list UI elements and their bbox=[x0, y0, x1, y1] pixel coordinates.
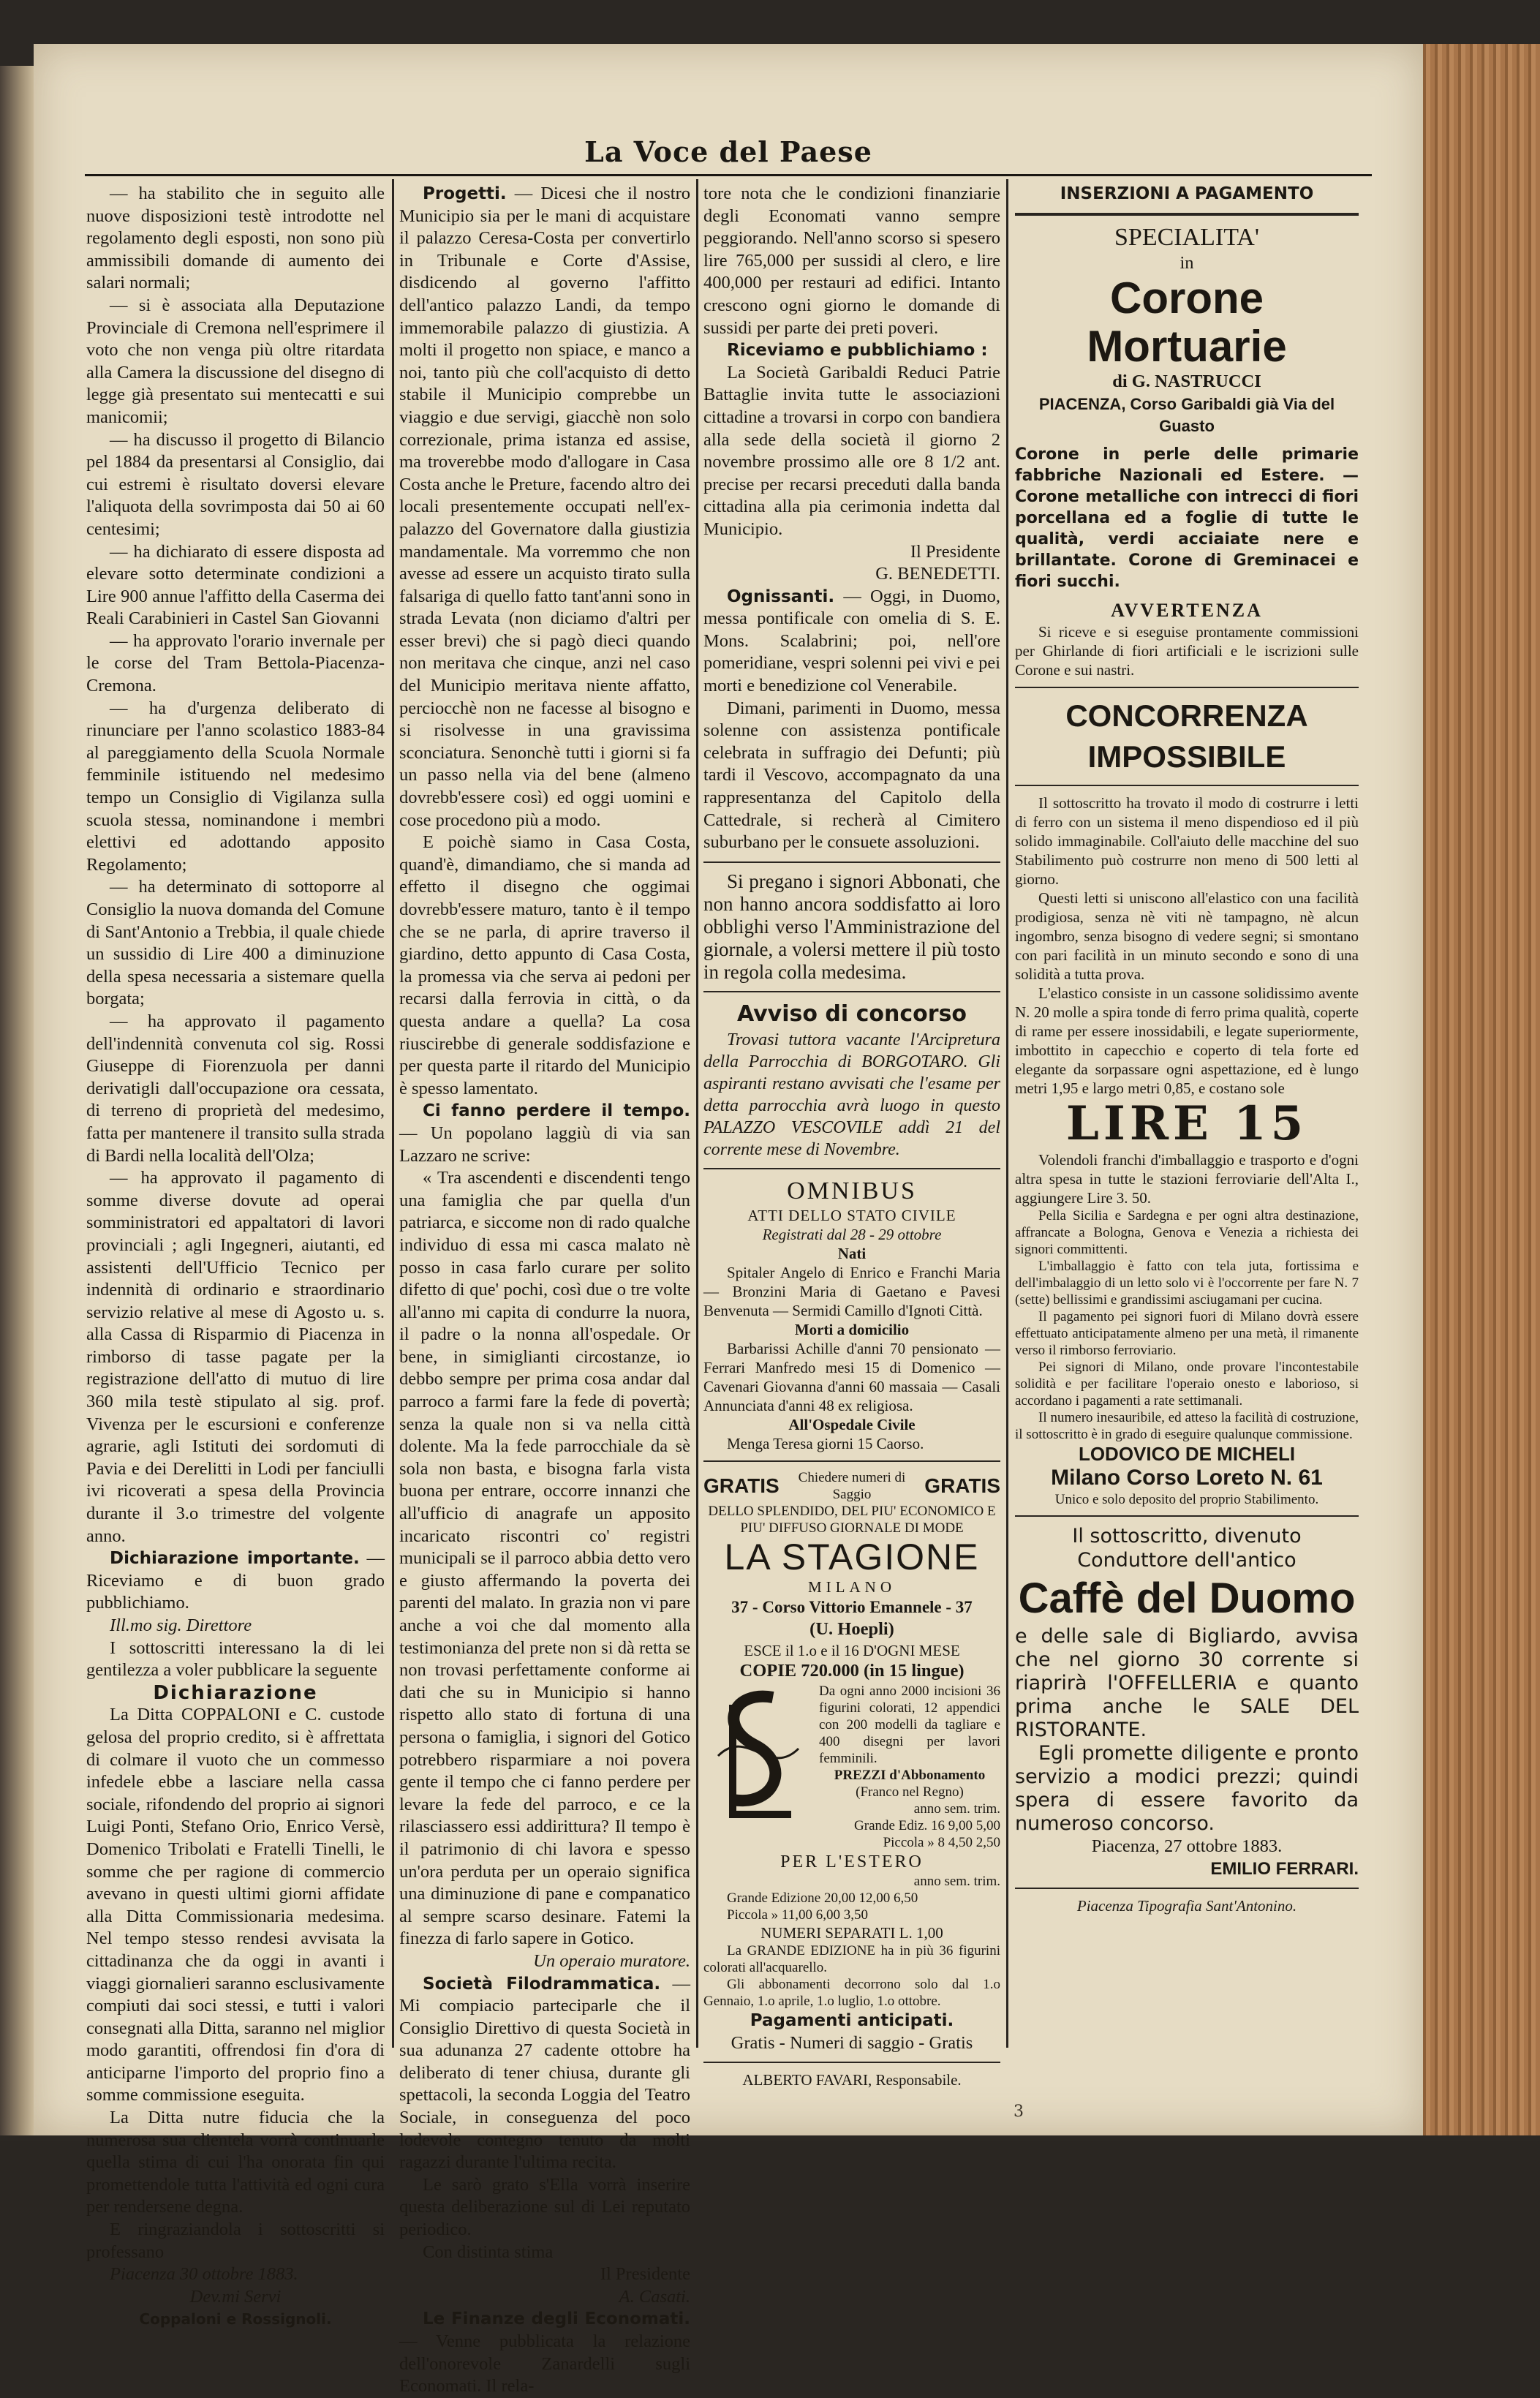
c2-p4: « Tra ascendenti e discendenti tengo una famiglia che par quella d'un patriarca, e siccome non di rado qualche individuo di essa mi casca malato nè posso in casa farlo curare per solito difetto di que' pochi, così due o tre volte all'anno mi capita di condurre la nuora, il padre o la nonna all'ospedale. Or bene, in simiglianti circostanze, io debbo sempre per prima cosa andar dal parroco a farmi fare la fede di povertà; senza la quale non si va nella città dolente. Ma la fede parrocchiale da sè sola non basta, e bisogna farla vista buona per entrare, occorre innanzi che all'ufficio di anagrafe un apposito incaricato riscontri co' registri municipali se il parroco abbia detto vero e giusto affermando la poverta dei parenti del malato. In grazia non vi pare anche a voi che dal momento alla testimonianza del prete non si dà retta se non trovasi perfettamente conforme ai dati che su in Municipio si hanno rispetto allo stato di fortuna di una persona o famiglia, i signori del Gotico potrebbero risparmiare a noi povera gente il tempo che ci fanno perdere per levare la fede del parroco, e ce la rilasciassero essi addirittura? Il tempo è il patrimonio di chi lavora e spesso un'ora perduta per un operaio significa una diminuzione di pane e companatico al sempre scarso desinare. Fatemi la finezza di farlo sapere in Gotico. bbox=[399, 1168, 690, 1949]
c2-p4sig: Un operaio muratore. bbox=[533, 1950, 690, 1971]
page-number: 3 bbox=[1014, 2103, 1024, 2121]
c3-t1: Riceviamo e pubblichiamo : bbox=[727, 341, 988, 361]
column-3 bbox=[703, 183, 1001, 2089]
c3-sep bbox=[703, 2062, 1000, 2063]
c3-grande-row2: Grande Edizione 20,00 12,00 6,50 bbox=[727, 1890, 918, 1907]
c4-small4: Pei signori di Milano, onde provare l'incontestabile solidità e per facilitare l'operaio onesto e laborioso, si accordano i pagamenti a rate settimanali. bbox=[1015, 1359, 1359, 1409]
c3-grande-row: Grande Ediz. 16 9,00 5,00 bbox=[854, 1817, 1000, 1833]
c4-small5: Il numero inesauribile, ed atteso la facilità di costruzione, il sottoscritto è in grado di eseguire qualunque commissione. bbox=[1015, 1409, 1359, 1442]
c2-pres: Il Presidente bbox=[600, 2264, 690, 2285]
column-divider bbox=[1006, 179, 1008, 2048]
c2-t2: Ci fanno perdere il tempo. bbox=[423, 1101, 690, 1121]
c3-daogni: Da ogni anno 2000 incisioni 36 figurini colorati, 12 appendici con 200 modelli da tagliare e 400 disegni per lavori femminili. bbox=[819, 1683, 1000, 1766]
c4-conc1: Il sottoscritto ha trovato il modo di costrurre i letti di ferro con un sistema il meno dispendioso ed il più solido immaginabile. Coll'aiuto delle macchine del suo Stabilimento può costrurre non meno di 500 letti al giorno. bbox=[1015, 793, 1359, 888]
c2-t3: Società Filodrammatica. bbox=[423, 1974, 661, 1994]
c4-avv-text: Si riceve e si eseguise prontamente commissioni per Ghirlande di fiori artificiali e le iscrizioni sulle Corone e sui nastri. bbox=[1015, 622, 1359, 679]
c3-atti: ATTI DELLO STATO CIVILE bbox=[747, 1206, 956, 1224]
dich-salute: Ill.mo sig. Direttore bbox=[110, 1615, 252, 1635]
c3-sep bbox=[703, 861, 1000, 863]
c2-progetti bbox=[399, 183, 690, 832]
c3-pres: Il Presidente bbox=[910, 541, 1000, 562]
c3-franco: (Franco nel Regno) bbox=[856, 1784, 964, 1800]
c4-small3: Il pagamento pei signori fuori di Milano dovrà essere effettuato anticipatamente almeno per una metà, il rimanente verso il rimborso ferroviario. bbox=[1015, 1308, 1359, 1358]
stagione-monogram-icon bbox=[703, 1683, 813, 1829]
column-4 bbox=[1015, 183, 1359, 2051]
c3-avviso-title: Avviso di concorso bbox=[736, 1000, 967, 1027]
c3-nati-h: Nati bbox=[837, 1244, 867, 1262]
dich2-para: La Ditta COPPALONI e C. custode gelosa del proprio credito, si è affrettata di colmare il vuoto che un commesso infedele ebbe a lasciare nella cassa sociale, rifondendo del proprio ai signori Luigi Ponti, Stefano Orio, Enrico Versè, Domenico Tribolati e Fratelli Tinelli, le somme che per ragione di commercio avevano in questi ultimi giorni affidate alla Ditta Commissionaria medesima. Nel tempo stesso rendesi avvisata la cittadinanza che da oggi in avanti i viaggi giornalieri saranno esclusivamente compiuti dai soci stessi, e tutti i valori consegnati alla Ditta, saranno nel miglior modo garantiti, offrendosi fin d'ora di anticiparne l'importo del proprio fino a somme commissione eseguita. bbox=[86, 1705, 385, 2105]
c2-p7: Con distinta stima bbox=[423, 2241, 554, 2262]
c3-p3: — Oggi, in Duomo, messa pontificale con omelia di S. E. Mons. Scalabrini; poi, nell'ore pomeridiane, vespri solenni pei vivi e pei morti e benedizione col Venerabile. bbox=[703, 586, 1001, 696]
c3-gratis-left: GRATIS bbox=[703, 1474, 780, 1497]
c3-price-head2: anno sem. trim. bbox=[913, 1874, 1000, 1890]
c4-in: in bbox=[1179, 252, 1194, 273]
c3-registrati: Registrati dal 28 - 29 ottobre bbox=[762, 1225, 942, 1243]
masthead: La Voce del Paese bbox=[584, 135, 872, 168]
c3-copie: COPIE 720.000 (in 15 lingue) bbox=[739, 1661, 965, 1681]
c3-piccola-row2: Piccola » 11,00 6,00 3,50 bbox=[727, 1907, 868, 1923]
c2-p8: — Venne pubblicata la relazione dell'onorevole Zanardelli sugli Economati. Il rela- bbox=[399, 2331, 690, 2397]
c3-p2: La Società Garibaldi Reduci Patrie Battaglie invita tutte le associazioni cittadine a trovarsi in corpo con bandiera alla sede della società il giorno 2 novembre prossimo alle ore 8 1/2 ant. precise per recarsi preceduti dalla banda cittadina alla pia cerimonia indetta dal Municipio. bbox=[703, 362, 1000, 539]
c2-p6: Le sarò grato s'Ella vorrà inserire questa deliberazione sul di Lei reputato periodico. bbox=[399, 2174, 690, 2240]
c4-sep bbox=[1015, 1888, 1359, 1889]
c1-date: Piacenza 30 ottobre 1883. bbox=[110, 2264, 298, 2285]
book-right-edge bbox=[1419, 44, 1540, 2135]
c3-piccola-row: Piccola » 8 4,50 2,50 bbox=[883, 1834, 1000, 1850]
c2-p3: — Un popolano laggiù di via san Lazzaro ne scrive: bbox=[399, 1123, 690, 1166]
column-divider bbox=[696, 179, 698, 2048]
c1-para: — ha approvato l'orario invernale per le corse del Tram Bettola-Piacenza-Cremona. bbox=[86, 630, 385, 696]
c3-p1: tore nota che le condizioni finanziarie degli Economati vanno sempre peggiorando. Nell'anno scorso si spesero lire 765,000 per sussidi al clero, e lire 400,000 per restauri ad edifici. Intanto crescono ogni giorno le domande di sussidi per parte dei preti poveri. bbox=[703, 184, 1000, 338]
c4-conc3: L'elastico consiste in un cassone solidissimo avente N. 20 molle a spira tonde di ferro prima qualità, coperte di rame per essere inossidabili, e legate superiormente, imbottito in capecchio e coperto di tela forte ed elegante da sorpassare ogni aspettazione, ed è lungo metri 1,95 e largo metri 0,85, e costano sole bbox=[1015, 984, 1359, 1097]
c4-sep bbox=[1015, 213, 1359, 216]
c4-caffe-text2: Egli promette diligente e pronto servizio a modici prezzi; quindi spera di essere favorito da numeroso concorso. bbox=[1015, 1742, 1359, 1836]
c3-stagione-detail bbox=[703, 1683, 1000, 1851]
c4-inserzioni: INSERZIONI A PAGAMENTO bbox=[1060, 184, 1314, 203]
c4-conc2: Questi letti si uniscono all'elastico con una facilità prodigiosa, senza nè viti nè tampagno, nè alcun ingombro, senza bisogno di vedere segni; si smontano con pari facilità in un minuto secondo e sono di una solidità a tutta prova. bbox=[1015, 889, 1359, 983]
book-left-edge bbox=[0, 66, 34, 2135]
c4-avvertenza: AVVERTENZA bbox=[1111, 599, 1263, 621]
c3-osp: Menga Teresa giorni 15 Caorso. bbox=[727, 1434, 924, 1452]
c3-sep bbox=[703, 1168, 1000, 1169]
c3-avviso-text: Trovasi tuttora vacante l'Arcipretura della Parrocchia di BORGOTARO. Gli aspiranti restano avvisati che l'esame per detta parrocchia avrà luogo in questo PALAZZO VESCOVILE addì 21 del corrente mese di Novembre. bbox=[703, 1030, 1000, 1159]
c3-gratis-line: Gratis - Numeri di saggio - Gratis bbox=[731, 2032, 973, 2053]
c2-tempo bbox=[399, 1100, 690, 1167]
c3-prezzi: PREZZI d'Abbonamento bbox=[834, 1767, 986, 1783]
c2-p5: — Mi compiacio parteciparle che il Consiglio Direttivo di questa Società in sua adunanza 27 cadente ottobre ha deliberato di tener chiusa, durante gli spettacoli, la seconda Loggia del Teatro Sociale, in conseguenza del poco lodevole contegno tenuto da molti ragazzi durante l'ultima recita. bbox=[399, 1973, 690, 2173]
c1-para: — ha approvato il pagamento di somme diverse dovute ad operai somministratori ed appaltatori di lavori provinciali ; agli Ingegneri, aiutanti, ed assistenti dell'Ufficio Tecnico per indennità di ordinario e straordinario servizio relative al mese di Agosto u. s. alla Cassa di Risparmio di Piacenza in rimborso di tasse pagate per la registrazione dell'atto di mutuo di lire 360 mila testè stipulato al sig. prof. Vivenza per le escursioni e conferenze agrarie, agli Istituti dei sordomuti di Pavia e dei Derelitti in Lodi per fanciulli ivi ricoverati a spesa della Provincia durante il 3.o trimestre del volgente anno. bbox=[86, 1168, 385, 1546]
c3-sep bbox=[703, 991, 1000, 992]
c3-price-head: anno sem. trim. bbox=[913, 1801, 1000, 1817]
newspaper-page bbox=[34, 44, 1423, 2397]
c2-finanze bbox=[399, 2308, 690, 2397]
dich-title: Dichiarazione importante. bbox=[110, 1549, 360, 1569]
c2-p1: — Dicesi che il nostro Municipio sia per le mani di acquistare il palazzo Ceresa-Costa per convertirlo in Tribunale e Corte d'Assise, disdicendo al governo l'affitto dell'antico palazzo Landi, da tempo immemorabile palazzo di giustizia. A molti il progetto non spiace, e manco a noi, tanto più che coll'acquisto di detto stabile il Municipio comprebbe un viaggio e due servigi, giacchè non solo correzionale, prima istanza ed assise, ma troverebbe modo d'allogare in Casa Costa anche le Preture, facendo altro dei locali presentemente occupati nell'ex-palazzo del Governatore dalla giustizia mandamentale. Ma vorremmo che non avesse ad essere un acquisto tirato sulla falsariga di quello fatto tant'anni sono in strada Levata (non diciamo d'altri per esser brevi) che si pagò dieci quando non meritava che cinque, anzi nel caso del Municipio meritava niente affatto, perciocchè non ne facesse al bisogno e si risolvesse in una gravissima sconciatura. Senonchè tutti i giorni si fa un passo nella via del bene (almeno dovrebb'essere così) ed oggi uomini e cose procedono più a modo. bbox=[399, 184, 691, 830]
c3-responsabile: ALBERTO FAVARI, Responsabile. bbox=[742, 2071, 962, 2089]
c3-gratis-right: GRATIS bbox=[924, 1474, 1000, 1497]
c4-caffe-sign: EMILIO FERRARI. bbox=[1210, 1858, 1359, 1879]
c4-special: SPECIALITA' bbox=[1114, 223, 1259, 251]
c3-notice: Si pregano i signori Abbonati, che non hanno ancora soddisfatto ai loro obblighi verso l'Amministrazione del giornale, a volersi mettere il più tosto in regola colla medesima. bbox=[703, 870, 1000, 983]
c3-nati: Spitaler Angelo di Enrico e Franchi Maria — Bronzini Maria di Gaetano e Pavesi Benvenuta — Sermidi Camillo d'Ignoti Città. bbox=[703, 1263, 1000, 1319]
c3-pagamenti: Pagamenti anticipati. bbox=[750, 2011, 954, 2031]
c3-esce: ESCE il 1.o e il 16 D'OGNI MESE bbox=[744, 1642, 960, 1659]
c2-t4: Le Finanze degli Economati. bbox=[423, 2310, 690, 2329]
c3-hoepli: (U. Hoepli) bbox=[809, 1619, 894, 1640]
c4-lodovico: LODOVICO DE MICHELI bbox=[1078, 1442, 1296, 1465]
c4-milano: Milano Corso Loreto N. 61 bbox=[1051, 1466, 1323, 1490]
c4-small2: L'imballaggio è fatto con tela juta, fortissima e dell'imbalaggio di un letto solo vi è l'occorrente per fare N. 7 (sette) bellissimi e grandissimi asciugamani per cucina. bbox=[1015, 1258, 1359, 1308]
column-divider bbox=[392, 179, 394, 2048]
c4-unico: Unico e solo deposito del proprio Stabilimento. bbox=[1054, 1492, 1319, 1508]
c4-lire: LIRE 15 bbox=[1065, 1096, 1308, 1151]
c2-p2: E poichè siamo in Casa Costa, quand'è, dimandiamo, che si manda ad effetto il disegno che oggimai dovrebb'essere maturo, tanto è il tempo che se ne parla, di aprire traverso il giardino, detto appunto di Casa Costa, la promessa via che serva ai pedoni per recarsi dalla ferrovia in città, o da questa andare a quella? La cosa riuscirebbe di generale soddisfazione e per questa parte il ritardo del Municipio è spesso lamentato. bbox=[399, 832, 690, 1098]
c4-volendoli: Volendoli franchi d'imballaggio e trasporto e d'ogni altra spesa in tutte le stazioni ferroviarie dell'Alta I., aggiungere Lire 3. 50. bbox=[1015, 1150, 1359, 1207]
c4-corone-text: Corone in perle delle primarie fabbriche Nazionali ed Estere. — Corone metalliche con intrecci di fiori porcellana ed a foglie di tutte le qualità, verdi acciaiate nere e brillantate. Corone di Greminacei e fiori succhi. bbox=[1015, 445, 1359, 591]
c2-t1: Progetti. bbox=[423, 184, 507, 203]
c3-omnibus: OMNIBUS bbox=[787, 1177, 917, 1204]
header-rule bbox=[85, 174, 1372, 176]
c3-morti-h: Morti a domicilio bbox=[794, 1320, 910, 1338]
column-1 bbox=[86, 183, 385, 2329]
c3-numeri: NUMERI SEPARATI L. 1,00 bbox=[760, 1924, 943, 1942]
c3-pres-name: G. BENEDETTI. bbox=[875, 564, 1000, 584]
c4-sep bbox=[1015, 1515, 1359, 1517]
column-2 bbox=[399, 183, 691, 2397]
c3-gratis-row bbox=[703, 1469, 1000, 1503]
c1-para: — ha stabilito che in seguito alle nuove disposizioni testè introdotte nel regolamento degli esposti, non sono più ammissibili domande di aumento dei salari normali; bbox=[86, 184, 385, 293]
c3-sep bbox=[703, 1460, 1000, 1462]
c4-caffe-date: Piacenza, 27 ottobre 1883. bbox=[1091, 1836, 1283, 1857]
c3-milano: MILANO bbox=[808, 1577, 896, 1596]
c1-sign: Coppaloni e Rossignoli. bbox=[139, 2310, 332, 2329]
dich2-title: Dichiarazione bbox=[153, 1681, 318, 1704]
c3-p4: Dimani, parimenti in Duomo, messa solenne con assistenza pontificale celebrata in suffragio dei Defunti; più tardi il Vescovo, accompagnato da una rappresentanza del Capitolo della Cattedrale, si recherà al Cimitero suburbano per le consuete assoluzioni. bbox=[703, 698, 1000, 853]
c4-piacenza: PIACENZA, Corso Garibaldi già Via del Guasto bbox=[1038, 394, 1335, 436]
c2-filodrammatica bbox=[399, 1973, 690, 2174]
c3-stagione-info bbox=[819, 1683, 1000, 1851]
dich2-para: La Ditta nutre fiducia che la numerosa sua clientela vorrà continuarle quella stima di cui l'ha onorata fin qui promettendole tutta l'attività ed ogni cura per rendersene degna. bbox=[86, 2108, 385, 2217]
dich2-para: E ringraziandola i sottoscritti si professano bbox=[86, 2220, 385, 2262]
c3-chiedere: Chiedere numeri di Saggio bbox=[798, 1469, 906, 1502]
c3-estero: PER L'ESTERO bbox=[780, 1852, 924, 1871]
c4-sep bbox=[1015, 785, 1359, 786]
c3-morti: Barbarissi Achille d'anni 70 pensionato — Ferrari Manfredo mesi 15 di Domenico — Cavenari Giovanna d'anni 60 massaia — Casali Annunciata d'anni 48 ex religiosa. bbox=[703, 1339, 1000, 1414]
dich-text: — Riceviamo e di buon grado pubblichiamo. bbox=[86, 1548, 385, 1613]
c4-caffe: Caffè del Duomo bbox=[1018, 1575, 1356, 1623]
c3-ognissanti bbox=[703, 586, 1000, 698]
c1-para: — ha dichiarato di essere disposta ad elevare sotto determinate condizioni a Lire 900 annue l'affitto della Caserma dei Reali Carabinieri in Castel San Giovanni bbox=[86, 541, 385, 629]
stagione-logo bbox=[703, 1683, 813, 1829]
c4-corone: Corone Mortuarie bbox=[1087, 274, 1287, 372]
c3-abbon: Gli abbonamenti decorrono solo dal 1.o Gennaio, 1.o aprile, 1.o luglio, 1.o ottobre. bbox=[703, 1977, 1000, 2010]
c1-para: — si è associata alla Deputazione Provinciale di Cremona nell'esprimere il voto che non venga più oltre ritardata alla Camera la discussione del disegno di legge già presentato sui mentecatti e sui manicomii; bbox=[86, 295, 385, 427]
c3-corso: 37 - Corso Vittorio Emannele - 37 bbox=[731, 1597, 973, 1616]
c4-sep bbox=[1015, 687, 1359, 688]
dich-body: I sottoscritti interessano la di lei gentilezza a voler pubblicare la seguente bbox=[86, 1637, 385, 1681]
c3-splendido: DELLO SPLENDIDO, DEL PIU' ECONOMICO E PIU' DIFFUSO GIORNALE DI MODE bbox=[708, 1503, 996, 1536]
c4-sottoscritto: Il sottoscritto, divenuto Conduttore dell'antico bbox=[1072, 1525, 1302, 1572]
c1-servi: Dev.mi Servi bbox=[189, 2286, 282, 2307]
c3-t2: Ognissanti. bbox=[727, 587, 835, 606]
c2-pres-name: A. Casati. bbox=[619, 2286, 690, 2307]
c1-para: — ha determinato di sottoporre al Consiglio la nuova domanda del Comune di Sant'Antonio a Trebbia, il quale chiede un sussidio di Lire 400 a diminuzione della spesa necessaria a sistemare quella borgata; bbox=[86, 877, 385, 1009]
c3-osp-h: All'Ospedale Civile bbox=[788, 1415, 916, 1433]
dichiarazione-importante bbox=[86, 1547, 385, 1615]
c1-para: — ha approvato il pagamento dell'indennità convenuta col sig. Rossi Giuseppe di Fiorenzuola per danni derivatigli dall'occupazione ora cessata, di terreno di proprietà del medesimo, fatta per mantenere il transito sulla strada di Bardi nella località dell'Olza; bbox=[86, 1011, 385, 1166]
c1-para: — ha discusso il progetto di Bilancio pel 1884 da presentarsi al Consiglio, dai cui estremi è risultato doversi elevare l'aliquota della sovrimposta dai 50 ai 60 centesimi; bbox=[86, 429, 385, 539]
c4-small1: Pella Sicilia e Sardegna e per ogni altra destinazione, affrancate a Bologna, Genova e Venezia a richiesta dei signori committenti. bbox=[1015, 1207, 1359, 1257]
c3-stagione: LA STAGIONE bbox=[724, 1536, 980, 1577]
c4-caffe-text: e delle sale di Bigliardo, avvisa che nel giorno 30 corrente si riaprirà l'OFFELLERIA e quanto prima anche le SALE DEL RISTORANTE. bbox=[1015, 1625, 1359, 1742]
c3-grande-ed: La GRANDE EDIZIONE ha in più 36 figurini colorati all'acquarello. bbox=[703, 1943, 1000, 1976]
c4-tipografia: Piacenza Tipografia Sant'Antonino. bbox=[1076, 1897, 1297, 1915]
c4-di: di G. NASTRUCCI bbox=[1112, 372, 1261, 392]
c1-para: — ha d'urgenza deliberato di rinunciare per l'anno scolastico 1883-84 al pareggiamento della Scuola Normale femminile istituendo nel medesimo tempo un Consiglio di Vigilanza sulla scuola stessa, nominandone i membri elettivi ed adottando apposito Regolamento; bbox=[86, 698, 385, 875]
c4-concorrenza: CONCORRENZA IMPOSSIBILE bbox=[1065, 698, 1308, 774]
